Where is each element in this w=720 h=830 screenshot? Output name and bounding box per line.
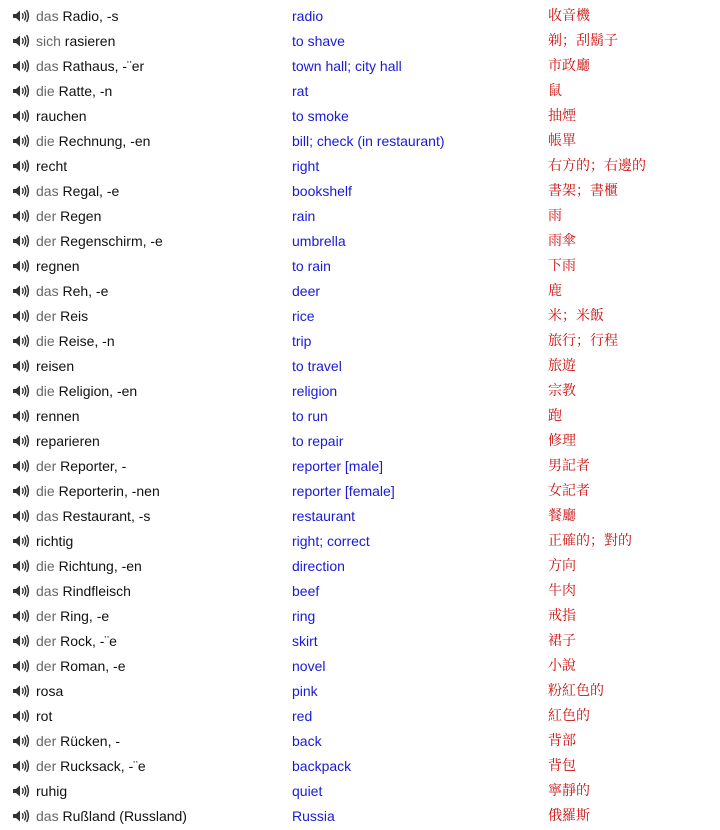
chinese-translation: 男記者 xyxy=(548,458,590,474)
vocab-row xyxy=(0,154,720,179)
english-translation: ring xyxy=(292,608,316,624)
speaker-icon[interactable] xyxy=(12,684,30,698)
speaker-icon[interactable] xyxy=(12,434,30,448)
english-translation: beef xyxy=(292,583,320,599)
vocab-row xyxy=(0,429,720,454)
chinese-translation: 紅色的 xyxy=(548,708,590,724)
german-term xyxy=(36,629,117,654)
speaker-icon[interactable] xyxy=(12,209,30,223)
german-term xyxy=(36,579,131,604)
german-word: Religion, -en xyxy=(58,383,138,399)
speaker-icon[interactable] xyxy=(12,359,30,373)
german-word: Richtung, -en xyxy=(58,558,142,574)
german-term xyxy=(36,379,137,404)
vocab-row xyxy=(0,704,720,729)
vocab-row xyxy=(0,354,720,379)
german-term xyxy=(36,804,187,829)
english-translation: skirt xyxy=(292,633,318,649)
german-word: Rindfleisch xyxy=(62,583,131,599)
vocab-row xyxy=(0,779,720,804)
german-word: recht xyxy=(36,158,68,174)
speaker-icon[interactable] xyxy=(12,59,30,73)
speaker-icon[interactable] xyxy=(12,534,30,548)
vocab-row xyxy=(0,279,720,304)
english-translation: to rain xyxy=(292,258,331,274)
english-translation: Russia xyxy=(292,808,335,824)
speaker-icon[interactable] xyxy=(12,159,30,173)
german-term xyxy=(36,104,87,129)
english-translation: novel xyxy=(292,658,326,674)
english-translation: religion xyxy=(292,383,338,399)
chinese-translation: 餐廳 xyxy=(548,508,576,524)
english-translation: to run xyxy=(292,408,328,424)
english-translation: quiet xyxy=(292,783,323,799)
vocab-row xyxy=(0,604,720,629)
english-translation: to shave xyxy=(292,33,345,49)
german-word: Rußland (Russland) xyxy=(62,808,187,824)
german-article: der xyxy=(36,733,57,749)
vocab-row xyxy=(0,754,720,779)
german-term xyxy=(36,454,126,479)
vocab-row xyxy=(0,554,720,579)
german-article: der xyxy=(36,658,57,674)
english-translation: pink xyxy=(292,683,318,699)
english-translation: to repair xyxy=(292,433,344,449)
chinese-translation: 修理 xyxy=(548,433,576,449)
english-translation: restaurant xyxy=(292,508,356,524)
german-word: Regal, -e xyxy=(62,183,120,199)
german-word: rot xyxy=(36,708,53,724)
german-word: Reporter, - xyxy=(60,458,127,474)
speaker-icon[interactable] xyxy=(12,9,30,23)
chinese-translation: 下雨 xyxy=(548,258,576,274)
vocab-row xyxy=(0,254,720,279)
english-translation: reporter [female] xyxy=(292,483,395,499)
speaker-icon[interactable] xyxy=(12,184,30,198)
german-article: die xyxy=(36,383,55,399)
english-translation: bill; check (in restaurant) xyxy=(292,133,445,149)
speaker-icon[interactable] xyxy=(12,384,30,398)
english-translation: radio xyxy=(292,8,324,24)
german-word: Ratte, -n xyxy=(58,83,113,99)
german-article: der xyxy=(36,233,57,249)
speaker-icon[interactable] xyxy=(12,509,30,523)
vocab-row xyxy=(0,654,720,679)
english-translation: back xyxy=(292,733,322,749)
vocab-row xyxy=(0,179,720,204)
german-word: Regenschirm, -e xyxy=(60,233,163,249)
chinese-translation: 女記者 xyxy=(548,483,590,499)
vocab-row xyxy=(0,679,720,704)
german-term xyxy=(36,354,74,379)
chinese-translation: 書架；書櫃 xyxy=(548,183,618,199)
speaker-icon[interactable] xyxy=(12,34,30,48)
chinese-translation: 跑 xyxy=(548,408,562,424)
german-word: rosa xyxy=(36,683,64,699)
german-article: die xyxy=(36,333,55,349)
german-term xyxy=(36,54,144,79)
german-term xyxy=(36,404,80,429)
german-term xyxy=(36,704,52,729)
vocab-row xyxy=(0,579,720,604)
german-word: Radio, -s xyxy=(62,8,119,24)
german-term xyxy=(36,129,150,154)
german-article: der xyxy=(36,308,57,324)
vocab-row xyxy=(0,529,720,554)
german-term xyxy=(36,304,88,329)
vocab-row xyxy=(0,29,720,54)
speaker-icon[interactable] xyxy=(12,334,30,348)
german-article: der xyxy=(36,208,57,224)
german-term xyxy=(36,479,160,504)
vocab-row xyxy=(0,504,720,529)
german-term xyxy=(36,779,67,804)
german-word: Rücken, - xyxy=(60,733,121,749)
german-term xyxy=(36,679,63,704)
speaker-icon[interactable] xyxy=(12,709,30,723)
speaker-icon[interactable] xyxy=(12,634,30,648)
vocab-row xyxy=(0,4,720,29)
chinese-translation: 收音機 xyxy=(548,8,590,24)
german-term xyxy=(36,179,119,204)
vocab-row xyxy=(0,304,720,329)
vocab-row xyxy=(0,454,720,479)
speaker-icon[interactable] xyxy=(12,784,30,798)
english-translation: trip xyxy=(292,333,312,349)
chinese-translation: 米；米飯 xyxy=(548,308,604,324)
chinese-translation: 背包 xyxy=(548,758,576,774)
german-article: das xyxy=(36,283,59,299)
german-word: Ring, -e xyxy=(60,608,110,624)
chinese-translation: 帳單 xyxy=(548,133,576,149)
german-word: reisen xyxy=(36,358,75,374)
speaker-icon[interactable] xyxy=(12,809,30,823)
german-word: rasieren xyxy=(64,33,116,49)
chinese-translation: 右方的；右邊的 xyxy=(548,158,646,174)
german-word: regnen xyxy=(36,258,80,274)
german-article: das xyxy=(36,58,59,74)
chinese-translation: 俄羅斯 xyxy=(548,808,590,824)
german-term xyxy=(36,229,163,254)
german-word: reparieren xyxy=(36,433,100,449)
german-term xyxy=(36,504,150,529)
vocab-row xyxy=(0,79,720,104)
german-article: der xyxy=(36,758,57,774)
german-term xyxy=(36,279,108,304)
english-translation: direction xyxy=(292,558,345,574)
german-term xyxy=(36,529,73,554)
english-translation: rain xyxy=(292,208,316,224)
german-word: Reise, -n xyxy=(58,333,115,349)
english-translation: to travel xyxy=(292,358,342,374)
vocab-row xyxy=(0,404,720,429)
german-article: der xyxy=(36,608,57,624)
german-article: die xyxy=(36,83,55,99)
speaker-icon[interactable] xyxy=(12,659,30,673)
speaker-icon[interactable] xyxy=(12,234,30,248)
german-article: der xyxy=(36,458,57,474)
chinese-translation: 小說 xyxy=(548,658,576,674)
speaker-icon[interactable] xyxy=(12,484,30,498)
german-term xyxy=(36,254,80,279)
chinese-translation: 粉紅色的 xyxy=(548,683,604,699)
chinese-translation: 宗教 xyxy=(548,383,576,399)
german-article: das xyxy=(36,508,59,524)
vocab-row xyxy=(0,329,720,354)
speaker-icon[interactable] xyxy=(12,109,30,123)
chinese-translation: 旅遊 xyxy=(548,358,576,374)
chinese-translation: 背部 xyxy=(548,733,576,749)
english-translation: bookshelf xyxy=(292,183,352,199)
english-translation: rice xyxy=(292,308,315,324)
speaker-icon[interactable] xyxy=(12,259,30,273)
german-article: das xyxy=(36,183,59,199)
german-article: sich xyxy=(36,33,61,49)
speaker-icon[interactable] xyxy=(12,559,30,573)
german-article: die xyxy=(36,558,55,574)
german-term xyxy=(36,604,109,629)
vocab-row xyxy=(0,804,720,829)
vocab-row xyxy=(0,129,720,154)
german-term xyxy=(36,4,119,29)
english-translation: right; correct xyxy=(292,533,370,549)
chinese-translation: 雨傘 xyxy=(548,233,576,249)
vocab-row xyxy=(0,729,720,754)
german-term xyxy=(36,754,146,779)
speaker-icon[interactable] xyxy=(12,409,30,423)
speaker-icon[interactable] xyxy=(12,734,30,748)
german-term xyxy=(36,204,101,229)
chinese-translation: 寧靜的 xyxy=(548,783,590,799)
chinese-translation: 雨 xyxy=(548,208,562,224)
german-term xyxy=(36,654,125,679)
german-term xyxy=(36,154,67,179)
vocab-row xyxy=(0,479,720,504)
speaker-icon[interactable] xyxy=(12,284,30,298)
vocab-row xyxy=(0,54,720,79)
german-term xyxy=(36,79,112,104)
german-term xyxy=(36,429,100,454)
german-word: Rucksack, -¨e xyxy=(60,758,146,774)
chinese-translation: 鹿 xyxy=(548,283,562,299)
speaker-icon[interactable] xyxy=(12,134,30,148)
vocab-row xyxy=(0,379,720,404)
english-translation: red xyxy=(292,708,313,724)
chinese-translation: 牛肉 xyxy=(548,583,576,599)
english-translation: backpack xyxy=(292,758,352,774)
german-article: die xyxy=(36,483,55,499)
chinese-translation: 方向 xyxy=(548,558,576,574)
speaker-icon[interactable] xyxy=(12,459,30,473)
german-article: das xyxy=(36,583,59,599)
german-word: ruhig xyxy=(36,783,68,799)
speaker-icon[interactable] xyxy=(12,84,30,98)
english-translation: town hall; city hall xyxy=(292,58,402,74)
german-word: Rathaus, -¨er xyxy=(62,58,145,74)
german-word: rauchen xyxy=(36,108,87,124)
speaker-icon[interactable] xyxy=(12,309,30,323)
english-translation: deer xyxy=(292,283,321,299)
german-article: die xyxy=(36,133,55,149)
german-article: der xyxy=(36,633,57,649)
vocab-row xyxy=(0,104,720,129)
speaker-icon[interactable] xyxy=(12,759,30,773)
german-word: richtig xyxy=(36,533,74,549)
german-word: Restaurant, -s xyxy=(62,508,151,524)
vocab-row xyxy=(0,204,720,229)
chinese-translation: 剃；刮鬍子 xyxy=(548,33,618,49)
chinese-translation: 正確的；對的 xyxy=(548,533,632,549)
chinese-translation: 鼠 xyxy=(548,83,562,99)
german-term xyxy=(36,29,115,54)
german-word: Rock, -¨e xyxy=(60,633,117,649)
german-word: Reporterin, -nen xyxy=(58,483,160,499)
german-article: das xyxy=(36,8,59,24)
chinese-translation: 旅行；行程 xyxy=(548,333,618,349)
german-word: Regen xyxy=(60,208,102,224)
vocab-row xyxy=(0,229,720,254)
speaker-icon[interactable] xyxy=(12,609,30,623)
chinese-translation: 裙子 xyxy=(548,633,576,649)
german-article: das xyxy=(36,808,59,824)
german-term xyxy=(36,329,115,354)
vocab-row xyxy=(0,629,720,654)
english-translation: umbrella xyxy=(292,233,346,249)
chinese-translation: 市政廳 xyxy=(548,58,590,74)
german-term xyxy=(36,729,120,754)
german-word: Rechnung, -en xyxy=(58,133,151,149)
english-translation: rat xyxy=(292,83,309,99)
german-word: Reh, -e xyxy=(62,283,109,299)
speaker-icon[interactable] xyxy=(12,584,30,598)
english-translation: to smoke xyxy=(292,108,349,124)
english-translation: right xyxy=(292,158,320,174)
chinese-translation: 戒指 xyxy=(548,608,576,624)
english-translation: reporter [male] xyxy=(292,458,384,474)
german-word: Roman, -e xyxy=(60,658,126,674)
german-word: rennen xyxy=(36,408,80,424)
german-word: Reis xyxy=(60,308,89,324)
chinese-translation: 抽煙 xyxy=(548,108,576,124)
german-term xyxy=(36,554,142,579)
